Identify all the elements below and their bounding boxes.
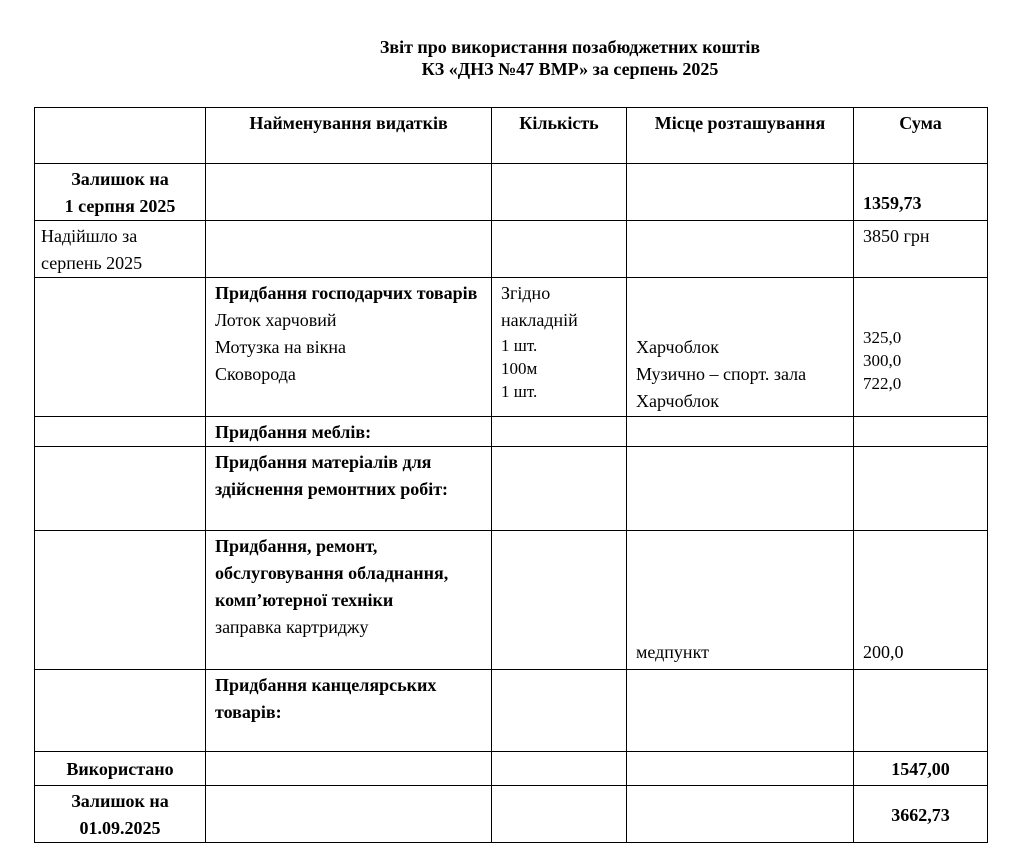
header-sum: Сума bbox=[854, 108, 988, 164]
used-sum: 1547,00 bbox=[854, 752, 988, 786]
household-item-sum: 722,0 bbox=[863, 374, 902, 393]
expense-table bbox=[34, 107, 988, 843]
received-empty-1 bbox=[206, 221, 492, 278]
equipment-row bbox=[35, 531, 988, 670]
balance-end-row bbox=[35, 786, 988, 843]
balance-start-sum: 1359,73 bbox=[854, 164, 988, 221]
used-label: Використано bbox=[35, 752, 206, 786]
furniture-row bbox=[35, 417, 988, 447]
equipment-empty bbox=[35, 531, 206, 670]
received-sum: 3850 грн bbox=[854, 221, 988, 278]
balance-end-label-line2: 01.09.2025 bbox=[79, 818, 161, 838]
header-quantity: Кількість bbox=[492, 108, 627, 164]
received-row bbox=[35, 221, 988, 278]
equipment-empty-2 bbox=[492, 531, 627, 670]
household-qty-note: Згідно накладній bbox=[501, 283, 578, 330]
stationery-row bbox=[35, 670, 988, 752]
balance-start-row bbox=[35, 164, 988, 221]
household-item-name: Сковорода bbox=[215, 364, 296, 384]
furniture-empty-4 bbox=[854, 417, 988, 447]
header-location: Місце розташування bbox=[627, 108, 854, 164]
repair-materials-row bbox=[35, 447, 988, 531]
header-empty bbox=[35, 108, 206, 164]
furniture-heading: Придбання меблів: bbox=[206, 417, 492, 447]
balance-end-label bbox=[35, 786, 206, 843]
report-title bbox=[0, 36, 1031, 80]
household-names bbox=[206, 278, 492, 417]
stationery-empty-4 bbox=[854, 670, 988, 752]
household-item-qty: 1 шт. bbox=[501, 336, 538, 355]
report-title-line1: Звіт про використання позабюджетних коштів bbox=[379, 37, 761, 57]
balance-end-empty-3 bbox=[627, 786, 854, 843]
household-item-name: Лоток харчовий bbox=[215, 310, 337, 330]
household-heading: Придбання господарчих товарів bbox=[215, 283, 478, 303]
repair-materials-empty bbox=[35, 447, 206, 531]
household-empty bbox=[35, 278, 206, 417]
balance-start-label-line1: Залишок на bbox=[71, 169, 169, 189]
repair-materials-empty-4 bbox=[854, 447, 988, 531]
received-label: Надійшло за серпень 2025 bbox=[35, 221, 206, 278]
household-item-sum: 300,0 bbox=[863, 351, 902, 370]
household-item-place: Харчоблок bbox=[636, 337, 720, 357]
household-item-place: Музично – спорт. зала bbox=[636, 364, 807, 384]
received-empty-2 bbox=[492, 221, 627, 278]
balance-start-empty-2 bbox=[492, 164, 627, 221]
balance-end-empty-2 bbox=[492, 786, 627, 843]
furniture-empty-3 bbox=[627, 417, 854, 447]
stationery-empty-3 bbox=[627, 670, 854, 752]
balance-start-empty-1 bbox=[206, 164, 492, 221]
household-item-qty: 1 шт. bbox=[501, 382, 538, 401]
used-empty-1 bbox=[206, 752, 492, 786]
equipment-item-place: медпункт bbox=[627, 531, 854, 670]
equipment-names bbox=[206, 531, 492, 670]
balance-end-sum: 3662,73 bbox=[854, 786, 988, 843]
report-title-line2: КЗ «ДНЗ №47 ВМР» за серпень 2025 bbox=[421, 59, 719, 79]
household-sums bbox=[854, 278, 988, 417]
header-expense-name: Найменування видатків bbox=[206, 108, 492, 164]
household-item-place: Харчоблок bbox=[636, 391, 720, 411]
received-empty-3 bbox=[627, 221, 854, 278]
balance-start-empty-3 bbox=[627, 164, 854, 221]
balance-start-label-line2: 1 серпня 2025 bbox=[64, 196, 176, 216]
household-places bbox=[627, 278, 854, 417]
furniture-empty-2 bbox=[492, 417, 627, 447]
household-quantities bbox=[492, 278, 627, 417]
household-row bbox=[35, 278, 988, 417]
header-row bbox=[35, 108, 988, 164]
used-empty-3 bbox=[627, 752, 854, 786]
equipment-item-name: заправка картриджу bbox=[215, 617, 369, 637]
used-empty-2 bbox=[492, 752, 627, 786]
household-item-qty: 100м bbox=[501, 359, 538, 378]
balance-end-label-line1: Залишок на bbox=[71, 791, 169, 811]
household-item-name: Мотузка на вікна bbox=[215, 337, 347, 357]
equipment-item-sum: 200,0 bbox=[854, 531, 988, 670]
stationery-heading: Придбання канцелярських товарів: bbox=[206, 670, 492, 752]
repair-materials-empty-3 bbox=[627, 447, 854, 531]
balance-start-label bbox=[35, 164, 206, 221]
repair-materials-heading: Придбання матеріалів для здійснення ремонтних робіт: bbox=[206, 447, 492, 531]
stationery-empty bbox=[35, 670, 206, 752]
balance-end-empty-1 bbox=[206, 786, 492, 843]
stationery-empty-2 bbox=[492, 670, 627, 752]
equipment-heading: Придбання, ремонт, обслуговування обладнання, комп’ютерної техніки bbox=[215, 536, 449, 610]
household-item-sum: 325,0 bbox=[863, 328, 902, 347]
used-row bbox=[35, 752, 988, 786]
furniture-empty bbox=[35, 417, 206, 447]
repair-materials-empty-2 bbox=[492, 447, 627, 531]
